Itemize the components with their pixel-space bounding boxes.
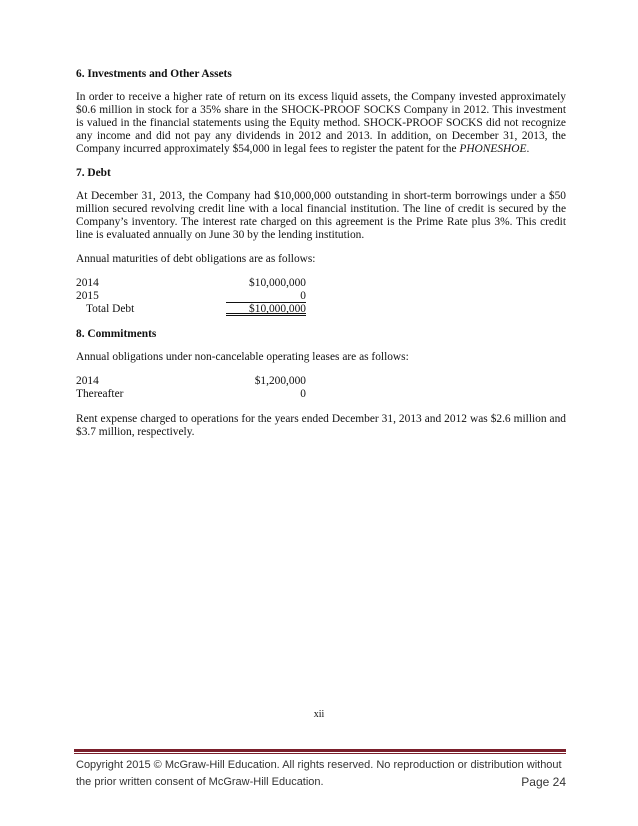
debt-heading: 7. Debt: [76, 167, 111, 179]
lease-row-amount: $1,200,000: [254, 375, 306, 387]
phoneshoe-product-name: PHONESHOE: [459, 143, 527, 155]
debt-paragraph: At December 31, 2013, the Company had $10,000,000 outstanding in short-term borrowings under a $50 million secured revolving credit line with a local financial institution. The line of credit is secured by the Company’s inventory. The interest rate charged on this agreement is the Prime Rate plus 3%. This credit line is evaluated annually on June 30 by the lending institution.: [76, 190, 566, 241]
copyright-line-1: Copyright 2015 © McGraw-Hill Education. All rights reserved. No reproduction or distribution without: [76, 759, 562, 771]
debt-row-label: 2014: [76, 277, 99, 289]
investments-paragraph: [76, 91, 566, 156]
debt-row-amount: 0: [226, 290, 306, 303]
debt-maturities-table: [76, 277, 566, 316]
investments-paragraph-end: .: [526, 143, 530, 155]
debt-maturities-intro: Annual maturities of debt obligations are as follows:: [76, 253, 316, 265]
page-content: [76, 68, 566, 450]
copyright-footer: [76, 757, 566, 791]
commitments-intro: Annual obligations under non-cancelable operating leases are as follows:: [76, 351, 409, 363]
investments-paragraph-text: In order to receive a higher rate of return on its excess liquid assets, the Company invested approximately $0.6 million in stock for a 35% share in the SHOCK-PROOF SOCKS Company in 2012. This investment is valued in the financial statements using the Equity method. SHOCK-PROOF SOCKS did not recognize any income and did not pay any dividends in 2012 and 2013. In addition, on December 31, 2013, the Company incurred approximately $54,000 in legal fees to register the patent for the: [76, 91, 566, 155]
table-row: [76, 375, 566, 388]
debt-row-label: 2015: [76, 290, 99, 302]
debt-row-amount: $10,000,000: [249, 277, 306, 289]
table-row: [76, 277, 566, 290]
table-row: [76, 290, 566, 303]
lease-row-label: 2014: [76, 375, 99, 387]
debt-total-amount: $10,000,000: [226, 303, 306, 316]
debt-total-label: Total Debt: [86, 303, 135, 315]
lease-obligations-table: [76, 375, 566, 401]
table-row: [76, 388, 566, 401]
copyright-line-2: the prior written consent of McGraw-Hill Education.: [76, 776, 324, 788]
table-row: [76, 303, 566, 316]
page-label: Page 24: [521, 775, 566, 789]
footer-rule-thin: [74, 753, 566, 754]
lease-row-label: Thereafter: [76, 388, 124, 400]
investments-heading: 6. Investments and Other Assets: [76, 68, 232, 80]
rent-expense-paragraph: Rent expense charged to operations for the years ended December 31, 2013 and 2012 was $2.6 million and $3.7 million, respectively.: [76, 413, 566, 438]
footer-rule-thick: [74, 749, 566, 752]
commitments-heading: 8. Commitments: [76, 328, 157, 340]
roman-page-number: xii: [313, 709, 325, 720]
copyright-line-2-row: [76, 774, 566, 791]
lease-row-amount: 0: [300, 388, 306, 400]
